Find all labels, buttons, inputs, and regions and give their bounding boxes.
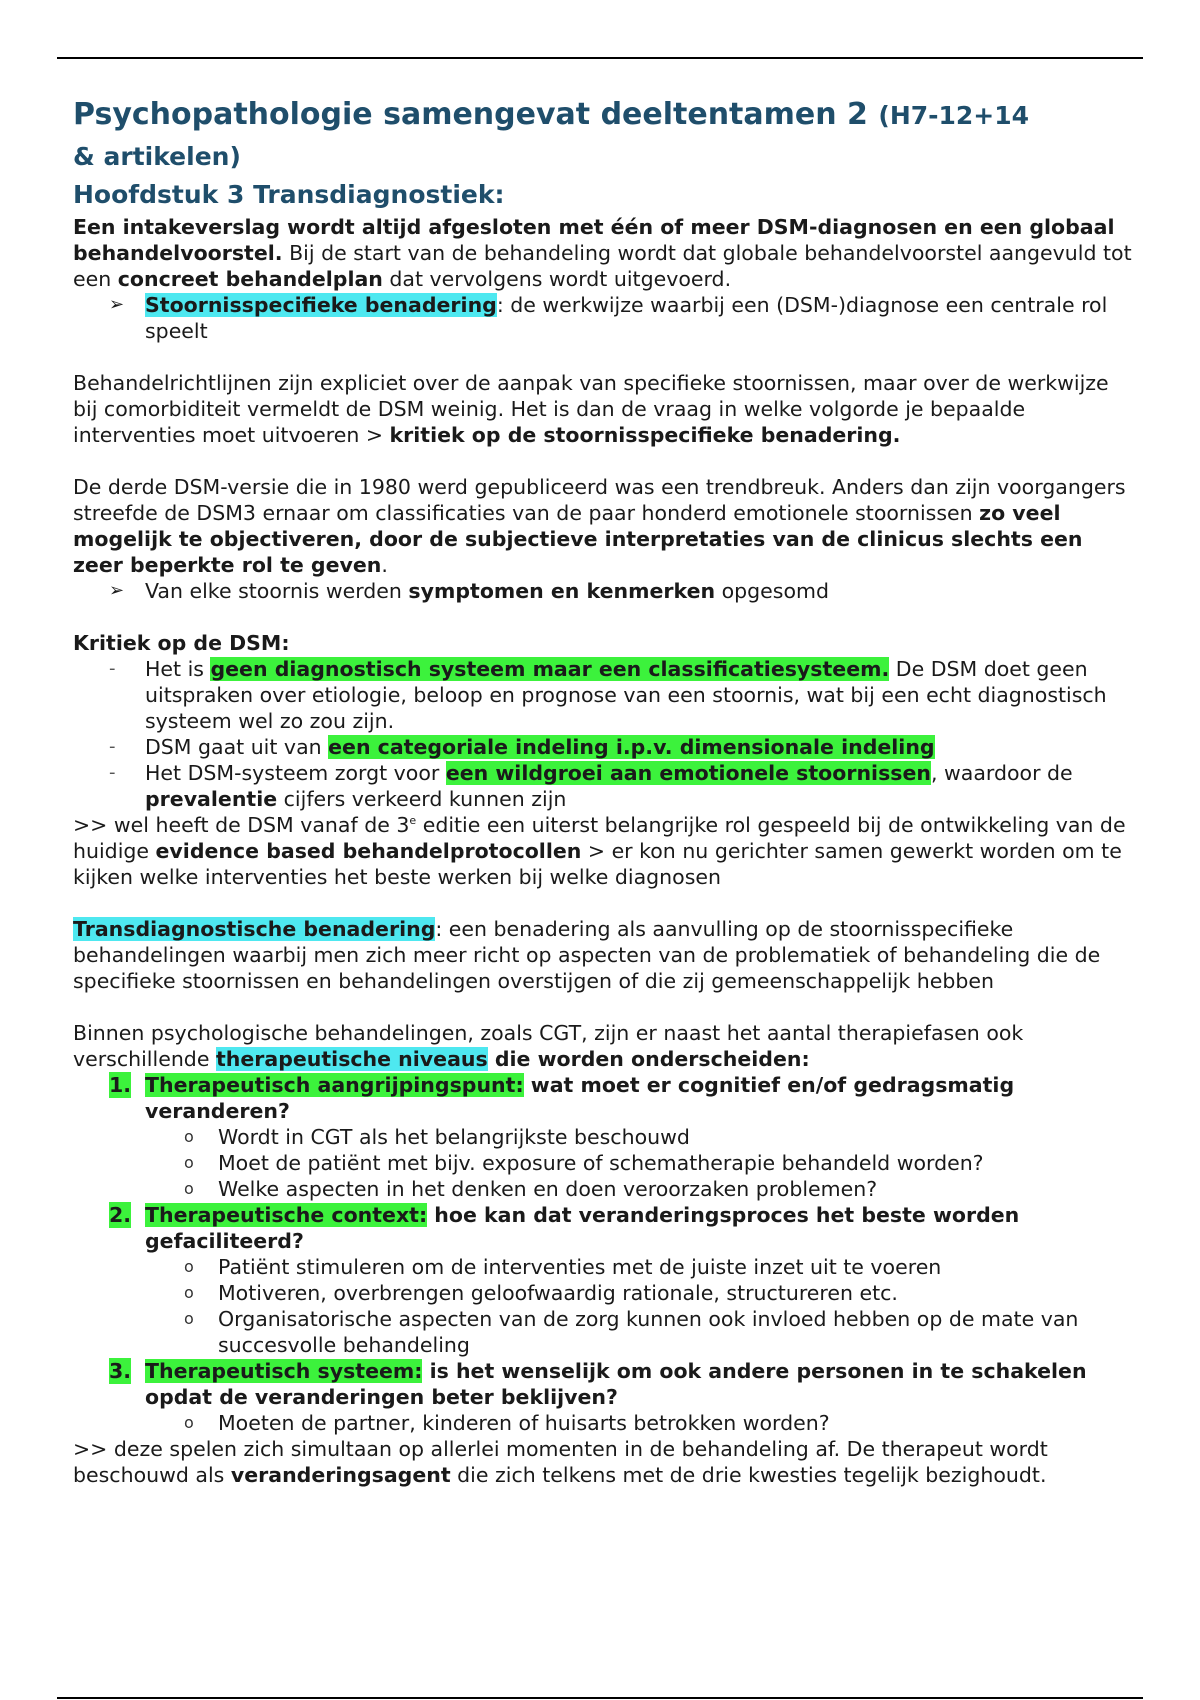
dsm3-text: De derde DSM-versie die in 1980 werd gepubliceerd was een trendbreuk. Anders dan zijn voorgangers streefde de DSM3 ernaar om classificaties van de paar honderd emotionele stoornissen [73,475,1126,525]
niveau-3-number: 3. [109,1359,132,1383]
dash-bullet-icon: - [109,736,116,757]
trans-text: : een benadering als aanvulling op de stoornisspecifieke behandelingen waarbij men zich meer richt op aspecten van de problematiek of behandeling die de specifieke stoornissen en behandelingen overstijgen of die zij gemeenschappelijk hebben [73,917,1101,993]
note-text-1: >> wel heeft de DSM vanaf de 3 [73,813,410,837]
niveau-3-highlight: Therapeutisch systeem: [145,1359,423,1383]
arrow-bullet-icon: ➢ [109,294,125,315]
critique-item-2-pre: DSM gaat uit van [145,735,329,759]
critique-item-3-pre: Het DSM-systeem zorgt voor [145,761,446,785]
circle-bullet-icon: o [184,1179,194,1198]
critique-list [73,656,1133,812]
note-sup: e [409,814,417,828]
niveau-2-highlight: Therapeutische context: [145,1203,428,1227]
critique-item-2-highlight: een categoriale indeling i.p.v. dimensionale indeling [328,735,935,759]
critique-item-1-highlight: geen diagnostisch systeem maar een classificatiesysteem. [210,657,890,681]
niveaus-paragraph [73,1020,1133,1072]
sub-item-text: Motiveren, overbrengen geloofwaardig rationale, structureren etc. [218,1281,898,1305]
niveau-1-number: 1. [109,1073,132,1097]
sub-item-text: Wordt in CGT als het belangrijkste beschouwd [218,1125,690,1149]
critique-item-3-bold: prevalentie [145,787,278,811]
list-item [73,1306,1133,1358]
circle-bullet-icon: o [184,1283,194,1302]
trans-paragraph [73,916,1133,994]
circle-bullet-icon: o [184,1413,194,1432]
closing-paragraph [73,1436,1133,1488]
dsm3-bold: zo veel mogelijk te objectiveren, door de subjectieve interpretaties van de clinicus slechts een zeer beperkte rol te geven [73,501,1083,577]
sub-item-text: Welke aspecten in het denken en doen veroorzaken problemen? [218,1177,878,1201]
niveau-3-bold: is het wenselijk om ook andere personen in te schakelen opdat de veranderingen beter beklijven? [145,1359,1087,1409]
richtlijnen-text: Behandelrichtlijnen zijn expliciet over de aanpak van specifieke stoornissen, maar over de werkwijze bij comorbiditeit vermeldt de DSM weinig. Het is dan de vraag in welke volgorde je bepaalde interventies moet uitvoeren > [73,371,1109,447]
circle-bullet-icon: o [184,1127,194,1146]
dash-bullet-icon: - [109,762,116,783]
trans-term: Transdiagnostische benadering [73,917,436,941]
note-text-2: editie een uiterst belangrijke rol gespeeld bij de ontwikkeling van de huidige [73,813,1126,863]
title-main: Psychopathologie samengevat deeltentamen 2 [73,97,868,132]
symptom-text-2: opgesomd [715,579,829,603]
dash-bullet-icon: - [109,658,116,679]
circle-bullet-icon: o [184,1309,194,1328]
list-item [73,1176,1133,1202]
niveau-2-number: 2. [109,1203,132,1227]
closing-bold: veranderingsagent [230,1463,451,1487]
closing-text-2: die zich telkens met de drie kwesties tegelijk bezighoudt. [450,1463,1047,1487]
list-item [73,1150,1133,1176]
chapter-heading: Hoofdstuk 3 Transdiagnostiek: [73,180,505,209]
critique-item-1-post: De DSM doet geen uitspraken over etiologie, beloop en prognose van een stoornis, wat bij een echt diagnostisch systeem wel zo zou zijn. [145,657,1107,733]
list-item [73,734,1133,760]
intro-bold: Een intakeverslag wordt altijd afgesloten met één of meer DSM-diagnosen en een globaal behandelvoorstel. [73,215,1115,265]
niveaus-list [73,1072,1133,1436]
niveaus-highlight: therapeutische niveaus [215,1047,488,1071]
niveau-2-bold: hoe kan dat veranderingsproces het beste worden gefaciliteerd? [145,1203,1020,1253]
note-bold: evidence based behandelprotocollen [155,839,582,863]
list-item [73,1358,1133,1436]
list-item [73,1254,1133,1280]
bottom-rule [57,1697,1143,1699]
document-title [73,95,1133,177]
dsm3-paragraph [73,474,1133,578]
critique-item-3-post-2: cijfers verkeerd kunnen zijn [277,787,567,811]
list-item [73,1072,1133,1202]
niveau-1-sublist [73,1124,1133,1202]
sub-item-text: Moet de patiënt met bijv. exposure of schematherapie behandeld worden? [218,1151,984,1175]
intro-paragraph [73,214,1133,292]
niveaus-bold: die worden onderscheiden: [487,1047,810,1071]
niveaus-text: Binnen psychologische behandelingen, zoals CGT, zijn er naast het aantal therapiefasen ook verschillende [73,1021,1024,1071]
critique-note [73,812,1133,890]
critique-item-3-highlight: een wildgroei aan emotionele stoornissen [445,761,931,785]
intro-bold-2: concreet behandelplan [117,267,383,291]
title-sub-cont: & artikelen) [73,142,241,171]
circle-bullet-icon: o [184,1257,194,1276]
list-item [73,1280,1133,1306]
richtlijnen-paragraph [73,370,1133,448]
symptom-list [73,578,1133,604]
note-text-3: > er kon nu gerichter samen gewerkt worden om te kijken welke interventies het beste werken bij welke diagnosen [73,839,1122,889]
sub-item-text: Patiënt stimuleren om de interventies met de juiste inzet uit te voeren [218,1255,942,1279]
intro-text-1: Bij de start van de behandeling wordt dat globale behandelvoorstel aangevuld tot een [73,241,1132,291]
stoornis-term: Stoornisspecifieke benadering [145,293,497,317]
title-sub: (H7-12+14 [878,101,1030,130]
list-item [73,656,1133,734]
critique-heading-text: Kritiek op de DSM: [73,631,290,655]
critique-item-3-post: , waardoor de [930,761,1073,785]
list-item [73,1202,1133,1358]
list-item [73,578,1133,604]
list-item [73,1410,1133,1436]
critique-heading [73,630,1133,656]
symptom-text-1: Van elke stoornis werden [145,579,409,603]
richtlijnen-bold: kritiek op de stoornisspecifieke benadering. [389,423,901,447]
arrow-bullet-icon: ➢ [109,580,125,601]
list-item [73,292,1133,344]
document-body [73,95,1133,1488]
circle-bullet-icon: o [184,1153,194,1172]
niveau-2-sublist [73,1254,1133,1358]
dsm3-end: . [381,553,388,577]
list-item [73,1124,1133,1150]
intro-text-2: dat vervolgens wordt uitgevoerd. [382,267,732,291]
niveau-3-sublist [73,1410,1133,1436]
stoornis-list [73,292,1133,344]
niveau-1-highlight: Therapeutisch aangrijpingspunt: [145,1073,524,1097]
symptom-bold: symptomen en kenmerken [408,579,716,603]
sub-item-text: Organisatorische aspecten van de zorg kunnen ook invloed hebben op de mate van succesvolle behandeling [218,1307,1079,1357]
critique-item-1-pre: Het is [145,657,211,681]
sub-item-text: Moeten de partner, kinderen of huisarts betrokken worden? [218,1411,830,1435]
top-rule [57,57,1143,59]
closing-text-1: >> deze spelen zich simultaan op allerlei momenten in de behandeling af. De therapeut wordt beschouwd als [73,1437,1048,1487]
niveau-1-bold: wat moet er cognitief en/of gedragsmatig veranderen? [145,1073,1015,1123]
stoornis-text: : de werkwijze waarbij een (DSM-)diagnose een centrale rol speelt [145,293,1108,343]
list-item [73,760,1133,812]
